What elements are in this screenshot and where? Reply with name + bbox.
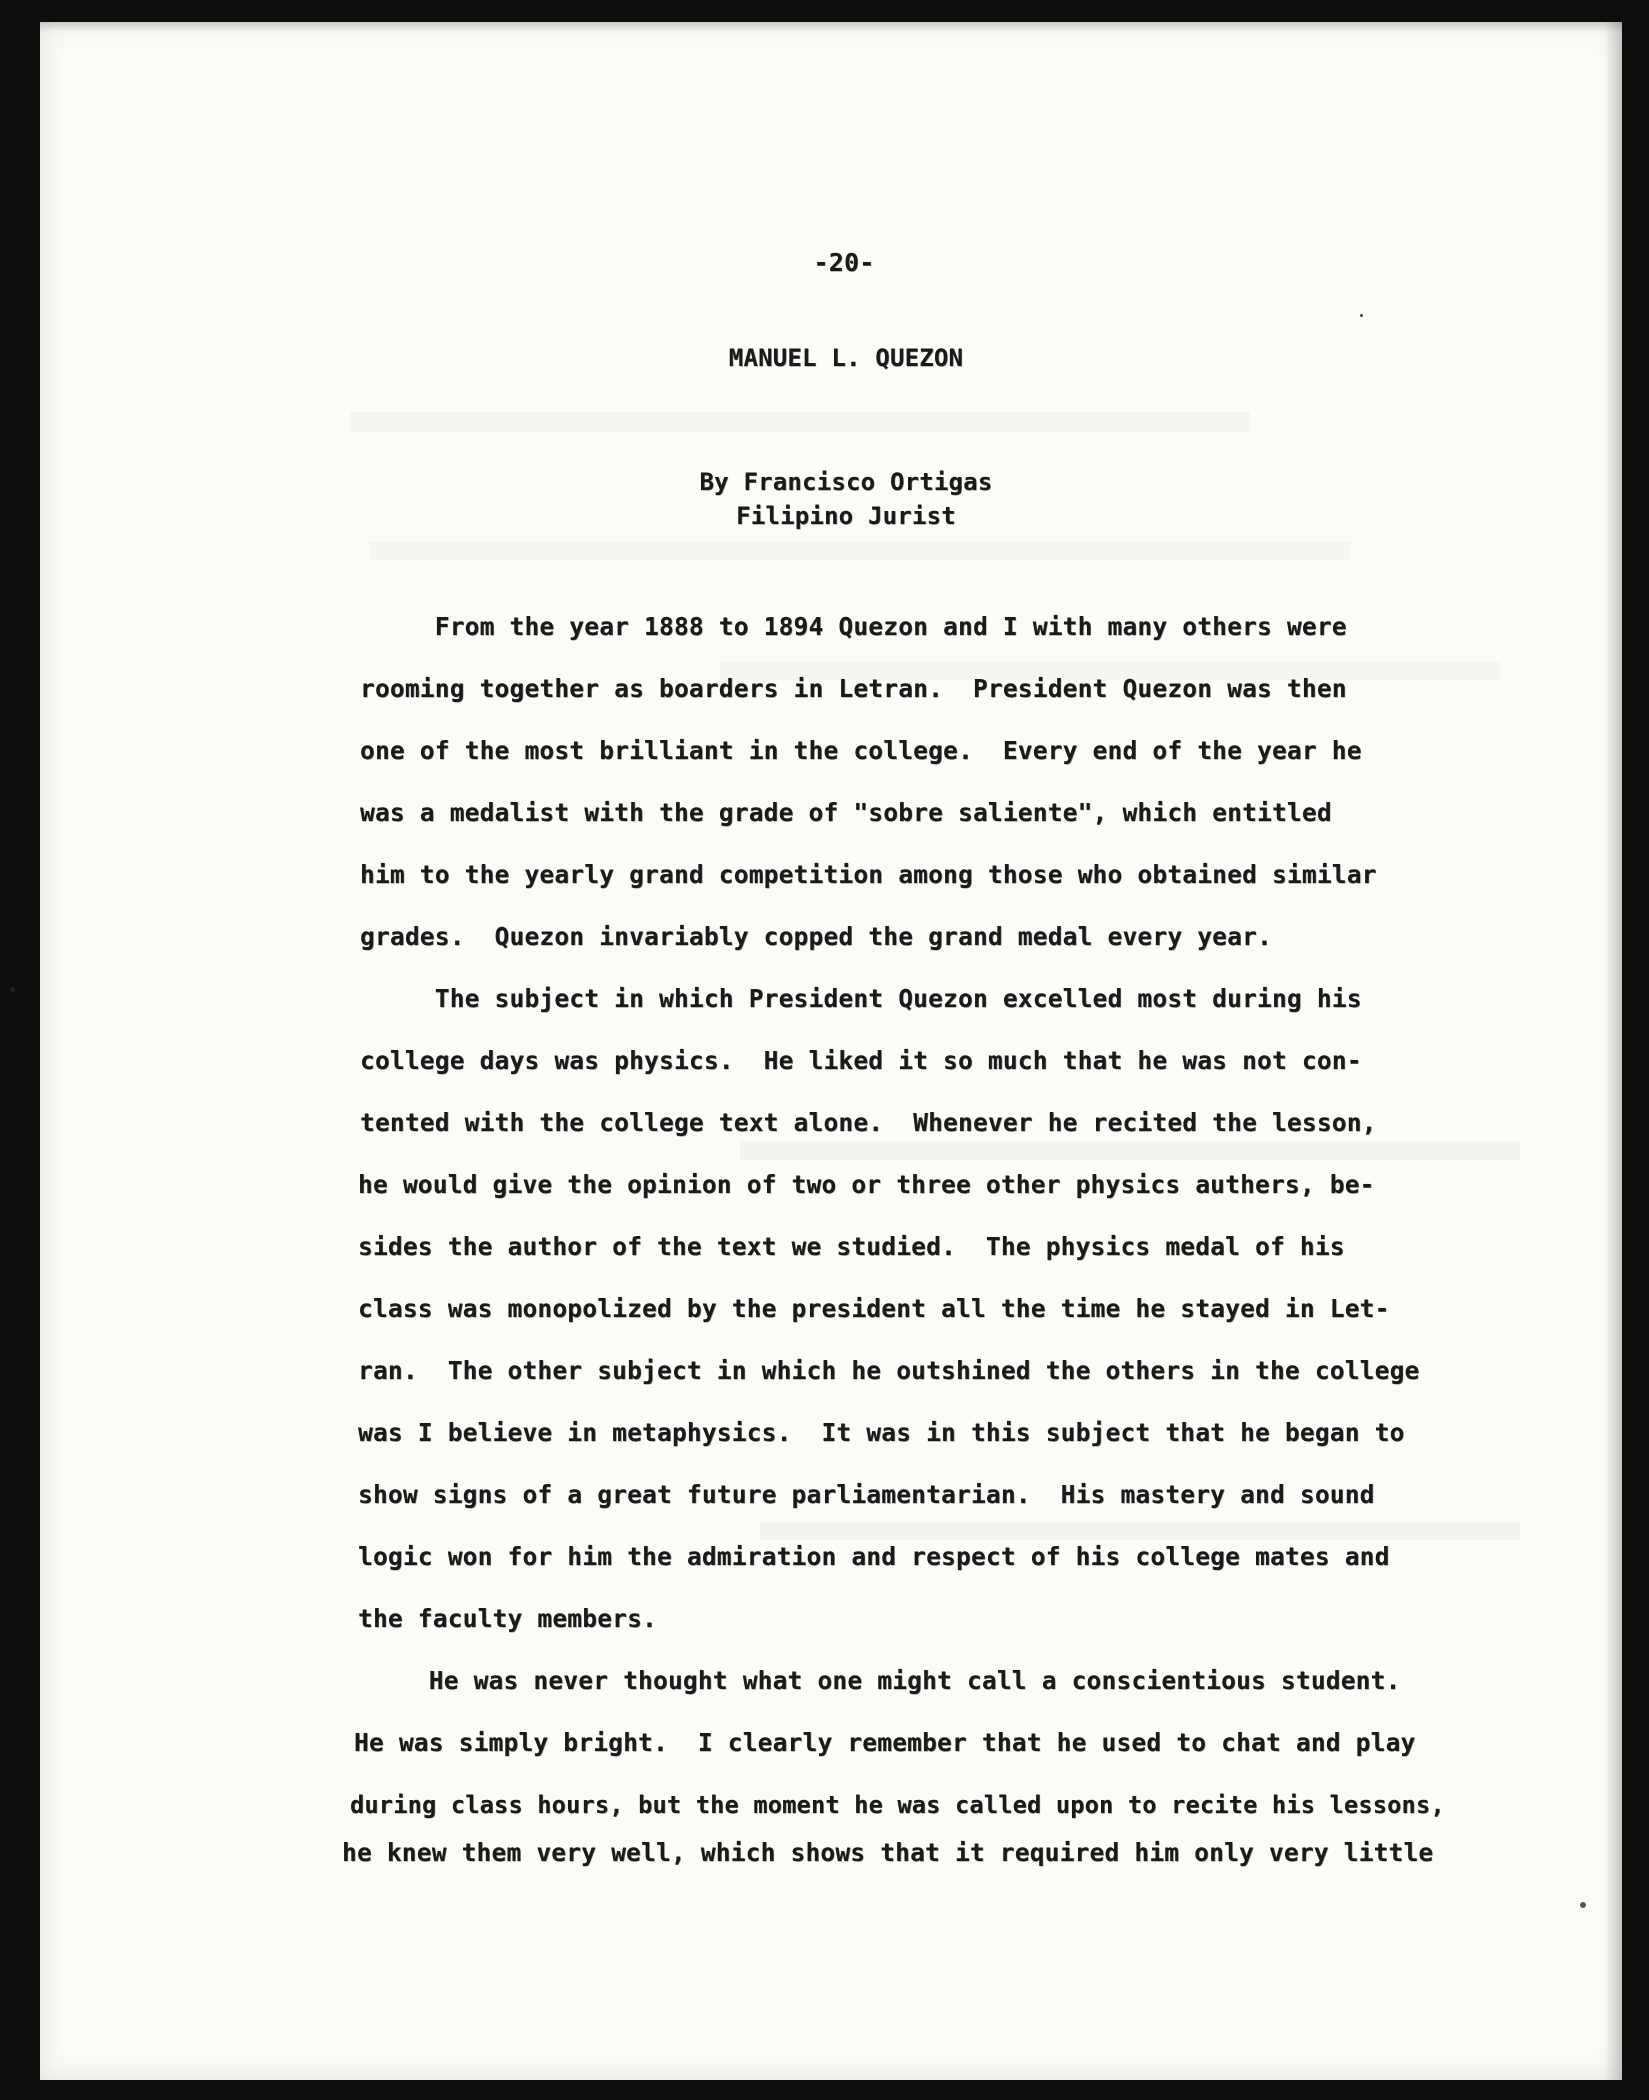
page-edge-shadow bbox=[1604, 22, 1622, 2080]
text-line: him to the yearly grand competition among those who obtained similar bbox=[360, 860, 1377, 889]
text-line: was I believe in metaphysics. It was in this subject that he began to bbox=[358, 1418, 1405, 1447]
bleed-through-mark bbox=[740, 1142, 1520, 1160]
text-line: ran. The other subject in which he outshined the others in the college bbox=[358, 1356, 1420, 1385]
page-top-shadow bbox=[40, 22, 1622, 32]
page-number: -20- bbox=[813, 248, 875, 277]
text-line: was a medalist with the grade of "sobre saliente", which entitled bbox=[360, 798, 1332, 827]
text-line: grades. Quezon invariably copped the grand medal every year. bbox=[360, 922, 1272, 951]
text-line: class was monopolized by the president all the time he stayed in Let- bbox=[358, 1294, 1390, 1323]
document-title: MANUEL L. QUEZON bbox=[728, 344, 964, 372]
text-line: sides the author of the text we studied. The physics medal of his bbox=[358, 1232, 1345, 1261]
text-line: The subject in which President Quezon excelled most during his bbox=[360, 984, 1362, 1013]
text-line: rooming together as boarders in Letran. President Quezon was then bbox=[360, 674, 1347, 703]
byline bbox=[40, 465, 1622, 533]
bleed-through-mark bbox=[350, 412, 1250, 432]
text-line: He was never thought what one might call a conscientious student. bbox=[354, 1666, 1401, 1695]
byline-role: Filipino Jurist bbox=[736, 502, 956, 530]
text-line: From the year 1888 to 1894 Quezon and I with many others were bbox=[360, 612, 1347, 641]
bleed-through-mark bbox=[370, 542, 1350, 560]
text-line: during class hours, but the moment he was called upon to recite his lessons, bbox=[350, 1791, 1445, 1819]
text-line: tented with the college text alone. Whenever he recited the lesson, bbox=[360, 1108, 1377, 1137]
text-line: he knew them very well, which shows that it required him only very little bbox=[342, 1838, 1434, 1867]
scan-speck bbox=[1580, 1902, 1586, 1908]
bleed-through-mark bbox=[760, 1522, 1520, 1540]
text-line: college days was physics. He liked it so much that he was not con- bbox=[360, 1046, 1362, 1075]
text-line: logic won for him the admiration and respect of his college mates and bbox=[358, 1542, 1390, 1571]
text-line: He was simply bright. I clearly remember that he used to chat and play bbox=[354, 1728, 1416, 1757]
scan-speck bbox=[10, 987, 15, 992]
text-line: the faculty members. bbox=[358, 1604, 658, 1633]
scan-speck bbox=[1360, 314, 1363, 317]
document-page bbox=[40, 22, 1622, 2080]
text-line: one of the most brilliant in the college. Every end of the year he bbox=[360, 736, 1362, 765]
text-line: he would give the opinion of two or three other physics authers, be- bbox=[358, 1170, 1375, 1199]
byline-author: By Francisco Ortigas bbox=[699, 468, 993, 496]
text-line: show signs of a great future parliamentarian. His mastery and sound bbox=[358, 1480, 1375, 1509]
